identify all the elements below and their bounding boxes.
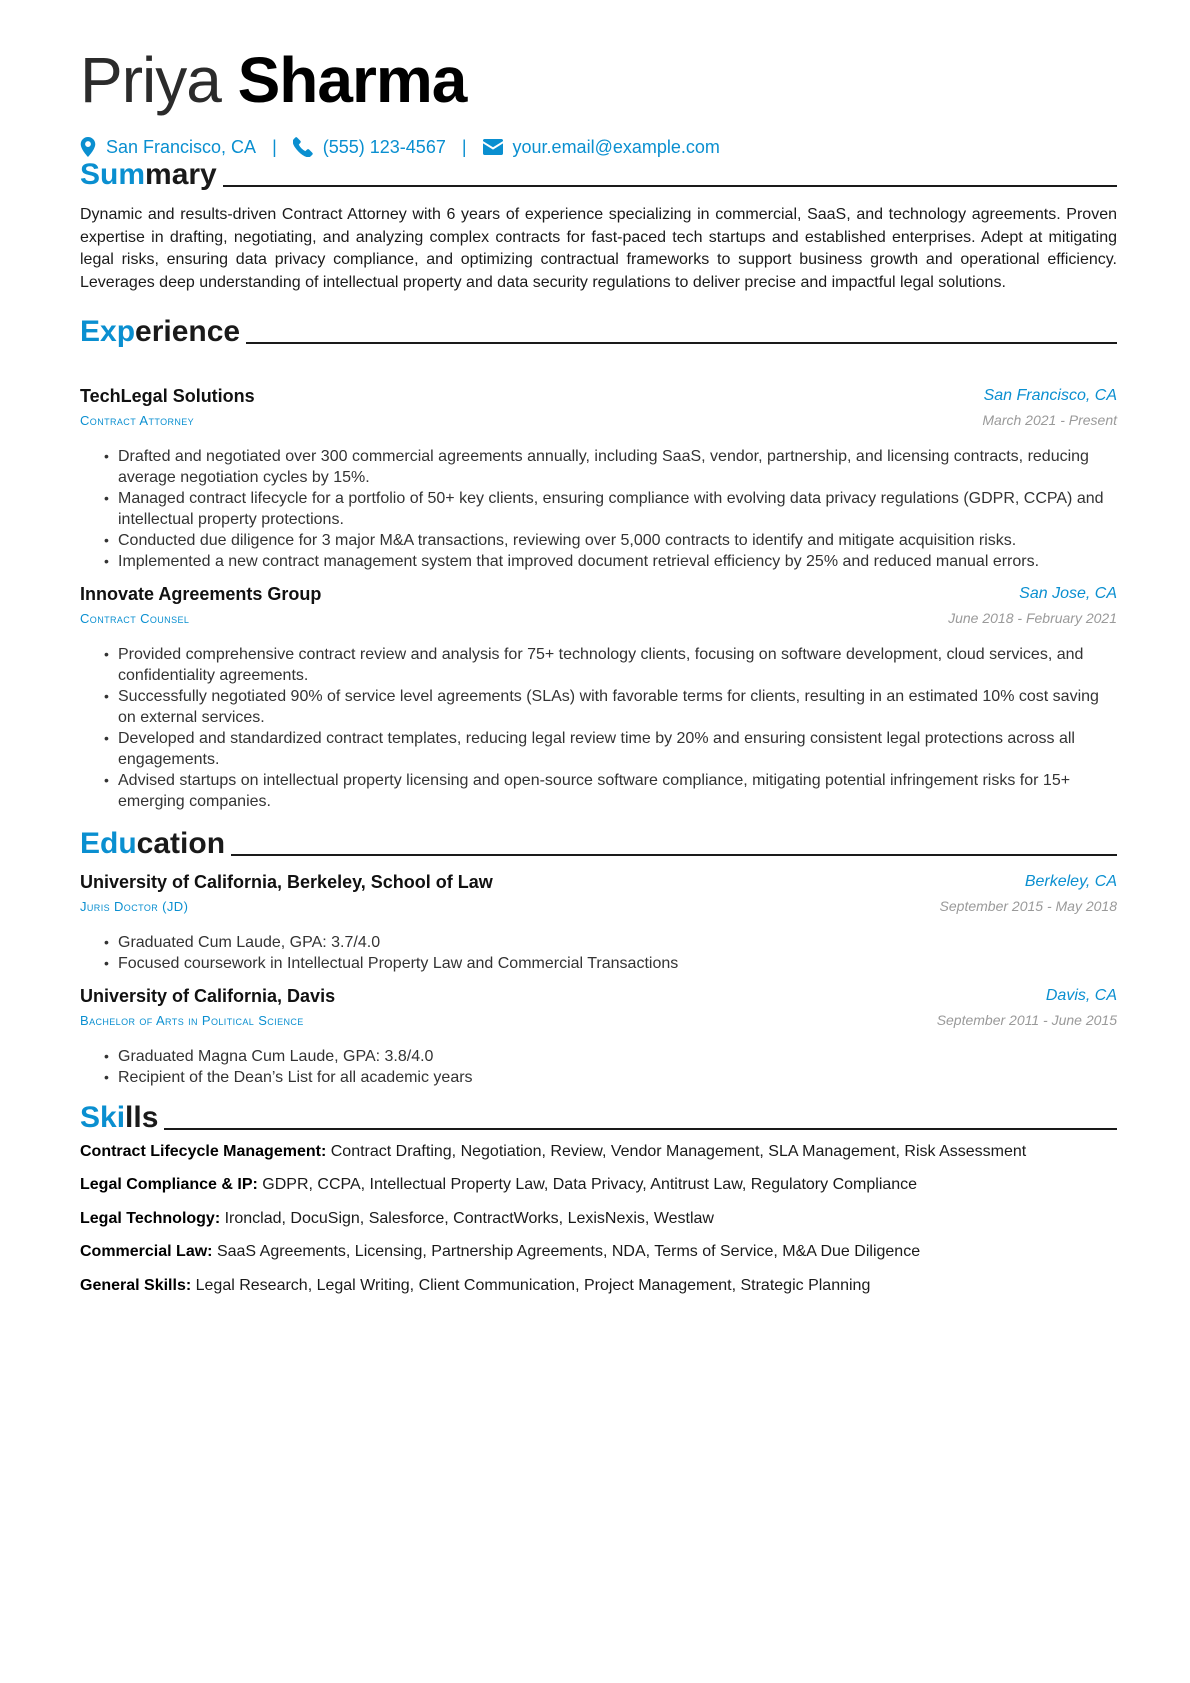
job-dates: June 2018 - February 2021 <box>948 610 1117 626</box>
skill-row <box>80 1143 1026 1161</box>
list-item: • Managed contract lifecycle for a portfolio of 50+ key clients, ensuring compliance with evolving data privacy regulations (GDPR, CCPA) and intellectual property protections. <box>104 488 1104 530</box>
email-link[interactable]: your.email@example.com <box>512 136 720 157</box>
skill-label: Contract Lifecycle Management: <box>80 1143 327 1160</box>
section-rule <box>164 1128 1117 1130</box>
envelope-icon <box>483 139 503 155</box>
list-item: • Focused coursework in Intellectual Property Law and Commercial Transactions <box>104 953 1104 974</box>
school-location: Davis, CA <box>1045 987 1117 1004</box>
phone-icon <box>293 137 313 157</box>
company-name: Innovate Agreements Group <box>80 584 322 604</box>
list-item: • Successfully negotiated 90% of service level agreements (SLAs) with favorable terms for clients, resulting in an estimated 10% cost saving on external services. <box>104 686 1104 728</box>
school-location: Berkeley, CA <box>1024 873 1117 890</box>
skill-value: SaaS Agreements, Licensing, Partnership Agreements, NDA, Terms of Service, M&A Due Diligence <box>216 1243 921 1260</box>
section-skills-heading <box>80 1098 1117 1136</box>
summary-text: Dynamic and results-driven Contract Attorney with 6 years of experience specializing in commercial, SaaS, and technology agreements. Proven expertise in drafting, negotiating, and analyzing complex contracts for fast-paced tech startups and established enterprises. Adept at mitigating legal risks, ensuring data privacy compliance, and optimizing contractual frameworks to support business growth and operational efficiency. Leverages deep understanding of intellectual property and data security regulations to deliver precise and impactful legal solutions. <box>80 206 1117 291</box>
section-title: Summary <box>80 158 217 191</box>
section-rule <box>223 185 1117 187</box>
section-experience-heading <box>80 312 1117 350</box>
contact-separator: | <box>461 136 467 157</box>
degree-title: Bachelor of Arts in Political Science <box>80 1013 304 1028</box>
list-item: • Recipient of the Dean’s List for all academic years <box>104 1067 1104 1088</box>
list-item: • Graduated Cum Laude, GPA: 3.7/4.0 <box>104 932 1104 953</box>
list-item: • Drafted and negotiated over 300 commercial agreements annually, including SaaS, vendor, partnership, and licensing contracts, reducing average negotiation cycles by 15%. <box>104 446 1104 488</box>
job-bullets <box>104 446 1104 572</box>
skill-value: Legal Research, Legal Writing, Client Communication, Project Management, Strategic Planning <box>195 1277 871 1294</box>
job-dates: March 2021 - Present <box>982 412 1117 428</box>
list-item: • Provided comprehensive contract review and analysis for 75+ technology clients, focusing on software development, cloud services, and confidentiality agreements. <box>104 644 1104 686</box>
degree-title: Juris Doctor (JD) <box>80 899 189 914</box>
school-dates: September 2015 - May 2018 <box>939 898 1117 914</box>
company-location: San Jose, CA <box>1019 585 1117 602</box>
section-rule <box>246 342 1117 344</box>
skill-row <box>80 1277 870 1295</box>
skill-label: Legal Technology: <box>80 1210 221 1227</box>
job-bullets <box>104 644 1104 812</box>
job-title: Contract Attorney <box>80 413 195 428</box>
section-education-heading <box>80 824 1117 862</box>
skill-label: Legal Compliance & IP: <box>80 1176 258 1193</box>
section-rule <box>231 854 1117 856</box>
job-title: Contract Counsel <box>80 611 190 626</box>
skill-row <box>80 1210 714 1228</box>
first-name: Priya <box>80 44 221 116</box>
skill-label: Commercial Law: <box>80 1243 213 1260</box>
skill-row <box>80 1176 917 1194</box>
school-dates: September 2011 - June 2015 <box>936 1012 1117 1028</box>
list-item: • Developed and standardized contract templates, reducing legal review time by 20% and ensuring consistent legal protections across all engagements. <box>104 728 1104 770</box>
phone-text: (555) 123-4567 <box>322 136 446 157</box>
candidate-name <box>80 40 466 120</box>
education-bullets <box>104 1046 1104 1088</box>
list-item: • Advised startups on intellectual property licensing and open-source software compliance, mitigating potential infringement risks for 15+ emerging companies. <box>104 770 1104 812</box>
skill-label: General Skills: <box>80 1277 192 1294</box>
last-name: Sharma <box>237 44 467 116</box>
contact-separator: | <box>272 136 277 157</box>
list-item: • Conducted due diligence for 3 major M&A transactions, reviewing over 5,000 contracts to identify and mitigate acquisition risks. <box>104 530 1104 551</box>
section-summary-heading <box>80 155 1117 193</box>
section-title: Experience <box>80 315 241 348</box>
school-name: University of California, Berkeley, School of Law <box>80 872 493 892</box>
company-location: San Francisco, CA <box>983 387 1117 404</box>
education-bullets <box>104 932 1104 974</box>
section-title: Education <box>80 827 226 860</box>
list-item: • Graduated Magna Cum Laude, GPA: 3.8/4.0 <box>104 1046 1104 1067</box>
list-item: • Implemented a new contract management system that improved document retrieval efficiency by 25% and reduced manual errors. <box>104 551 1104 572</box>
map-marker-icon <box>80 137 96 157</box>
section-title: Skills <box>80 1101 159 1134</box>
location-text: San Francisco, CA <box>106 136 257 157</box>
skill-value: Ironclad, DocuSign, Salesforce, ContractWorks, LexisNexis, Westlaw <box>224 1210 714 1227</box>
skill-row <box>80 1243 920 1261</box>
company-name: TechLegal Solutions <box>80 386 255 406</box>
skill-value: GDPR, CCPA, Intellectual Property Law, Data Privacy, Antitrust Law, Regulatory Compliance <box>262 1176 918 1193</box>
school-name: University of California, Davis <box>80 986 336 1006</box>
skill-value: Contract Drafting, Negotiation, Review, Vendor Management, SLA Management, Risk Assessment <box>330 1143 1027 1160</box>
